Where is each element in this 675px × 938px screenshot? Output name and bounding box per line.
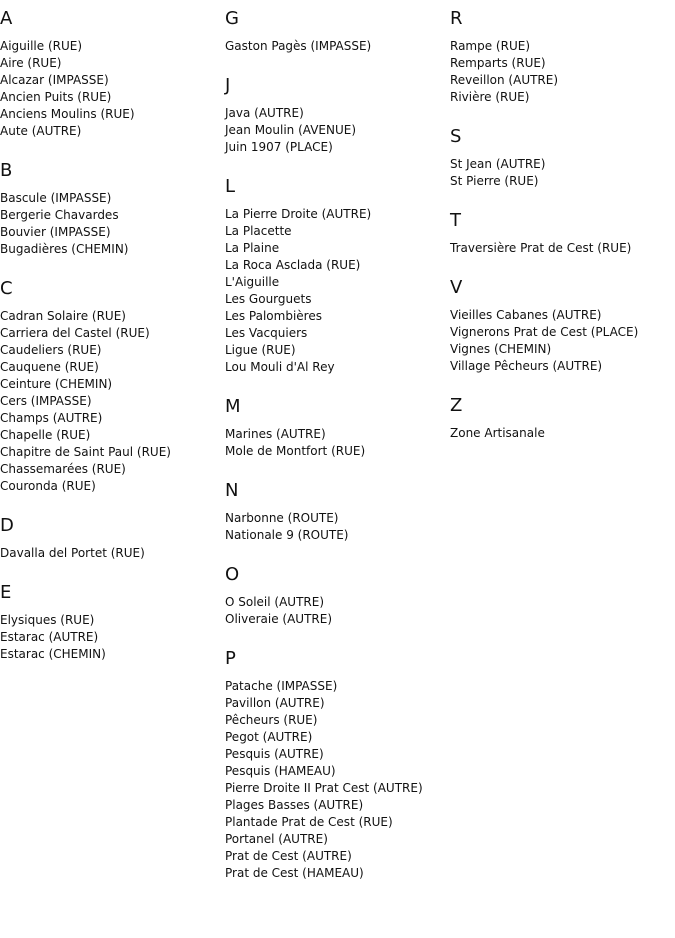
street-link[interactable]: Nationale 9 (ROUTE) — [225, 528, 349, 542]
section-heading-d: D — [0, 515, 14, 536]
street-link[interactable]: Vignes (CHEMIN) — [450, 342, 552, 356]
street-link[interactable]: St Jean (AUTRE) — [450, 157, 546, 171]
section-z — [450, 395, 670, 442]
street-link[interactable]: Les Vacquiers — [225, 326, 308, 340]
street-link[interactable]: Narbonne (ROUTE) — [225, 511, 339, 525]
section-l — [225, 176, 445, 376]
street-link[interactable]: Pierre Droite II Prat Cest (AUTRE) — [225, 781, 423, 795]
section-n — [225, 480, 445, 544]
street-link[interactable]: Vieilles Cabanes (AUTRE) — [450, 308, 602, 322]
street-link[interactable]: La Roca Asclada (RUE) — [225, 258, 361, 272]
street-link[interactable]: Lou Mouli d'Al Rey — [225, 360, 335, 374]
section-heading-a: A — [0, 8, 13, 29]
street-link[interactable]: O Soleil (AUTRE) — [225, 595, 325, 609]
street-link[interactable]: Rivière (RUE) — [450, 90, 530, 104]
street-link[interactable]: Aiguille (RUE) — [0, 39, 83, 53]
street-link[interactable]: Estarac (AUTRE) — [0, 630, 99, 644]
section-heading-p: P — [225, 648, 236, 669]
street-link[interactable]: La Plaine — [225, 241, 280, 255]
section-m — [225, 396, 445, 460]
section-heading-l: L — [225, 176, 236, 197]
street-link[interactable]: Chapitre de Saint Paul (RUE) — [0, 445, 171, 459]
section-p — [225, 648, 445, 882]
street-link[interactable]: St Pierre (RUE) — [450, 174, 539, 188]
street-link[interactable]: Pesquis (AUTRE) — [225, 747, 324, 761]
street-link[interactable]: Elysiques (RUE) — [0, 613, 95, 627]
street-link[interactable]: Patache (IMPASSE) — [225, 679, 338, 693]
section-heading-c: C — [0, 278, 13, 299]
street-link[interactable]: Couronda (RUE) — [0, 479, 96, 493]
street-link[interactable]: Aire (RUE) — [0, 56, 62, 70]
street-link[interactable]: Plantade Prat de Cest (RUE) — [225, 815, 393, 829]
section-heading-e: E — [0, 582, 12, 603]
street-link[interactable]: Remparts (RUE) — [450, 56, 546, 70]
street-link[interactable]: Portanel (AUTRE) — [225, 832, 328, 846]
section-j — [225, 75, 445, 156]
street-link[interactable]: La Pierre Droite (AUTRE) — [225, 207, 372, 221]
street-link[interactable]: La Placette — [225, 224, 292, 238]
section-d — [0, 515, 220, 562]
section-t — [450, 210, 670, 257]
section-heading-z: Z — [450, 395, 463, 416]
street-link[interactable]: Les Gourguets — [225, 292, 312, 306]
street-link[interactable]: Chassemarées (RUE) — [0, 462, 126, 476]
street-link[interactable]: Bascule (IMPASSE) — [0, 191, 112, 205]
street-link[interactable]: Java (AUTRE) — [225, 106, 304, 120]
street-link[interactable]: Reveillon (AUTRE) — [450, 73, 559, 87]
section-heading-b: B — [0, 160, 13, 181]
street-link[interactable]: Village Pêcheurs (AUTRE) — [450, 359, 603, 373]
section-g — [225, 8, 445, 55]
section-o — [225, 564, 445, 628]
street-link[interactable]: Vignerons Prat de Cest (PLACE) — [450, 325, 639, 339]
column-1 — [0, 8, 220, 683]
street-link[interactable]: Gaston Pagès (IMPASSE) — [225, 39, 372, 53]
street-link[interactable]: Cadran Solaire (RUE) — [0, 309, 126, 323]
section-heading-s: S — [450, 126, 462, 147]
street-link[interactable]: Pesquis (HAMEAU) — [225, 764, 336, 778]
street-link[interactable]: Rampe (RUE) — [450, 39, 530, 53]
section-r — [450, 8, 670, 106]
street-link[interactable]: Les Palombières — [225, 309, 322, 323]
street-link[interactable]: Anciens Moulins (RUE) — [0, 107, 135, 121]
section-heading-g: G — [225, 8, 239, 29]
street-link[interactable]: Prat de Cest (HAMEAU) — [225, 866, 364, 880]
section-heading-t: T — [450, 210, 461, 231]
street-link[interactable]: Jean Moulin (AVENUE) — [225, 123, 357, 137]
street-link[interactable]: L'Aiguille — [225, 275, 280, 289]
street-link[interactable]: Chapelle (RUE) — [0, 428, 91, 442]
street-link[interactable]: Ceinture (CHEMIN) — [0, 377, 113, 391]
section-e — [0, 582, 220, 663]
street-link[interactable]: Alcazar (IMPASSE) — [0, 73, 109, 87]
section-v — [450, 277, 670, 375]
street-link[interactable]: Pavillon (AUTRE) — [225, 696, 325, 710]
street-link[interactable]: Prat de Cest (AUTRE) — [225, 849, 352, 863]
section-s — [450, 126, 670, 190]
section-heading-m: M — [225, 396, 241, 417]
street-link[interactable]: Mole de Montfort (RUE) — [225, 444, 366, 458]
street-link[interactable]: Aute (AUTRE) — [0, 124, 82, 138]
street-link[interactable]: Ligue (RUE) — [225, 343, 296, 357]
street-link[interactable]: Estarac (CHEMIN) — [0, 647, 106, 661]
section-heading-j: J — [225, 75, 231, 96]
section-heading-r: R — [450, 8, 463, 29]
street-link[interactable]: Plages Basses (AUTRE) — [225, 798, 364, 812]
street-link[interactable]: Zone Artisanale — [450, 426, 545, 440]
street-link[interactable]: Cauquene (RUE) — [0, 360, 99, 374]
street-link[interactable]: Marines (AUTRE) — [225, 427, 326, 441]
street-link[interactable]: Pêcheurs (RUE) — [225, 713, 318, 727]
street-link[interactable]: Carriera del Castel (RUE) — [0, 326, 150, 340]
street-link[interactable]: Pegot (AUTRE) — [225, 730, 313, 744]
section-heading-o: O — [225, 564, 240, 585]
street-link[interactable]: Oliveraie (AUTRE) — [225, 612, 333, 626]
street-link[interactable]: Bergerie Chavardes — [0, 208, 119, 222]
street-link[interactable]: Traversière Prat de Cest (RUE) — [450, 241, 632, 255]
street-link[interactable]: Juin 1907 (PLACE) — [225, 140, 333, 154]
section-heading-v: V — [450, 277, 463, 298]
section-a — [0, 8, 220, 140]
street-link[interactable]: Caudeliers (RUE) — [0, 343, 102, 357]
section-c — [0, 278, 220, 495]
column-3 — [450, 8, 670, 462]
column-2 — [225, 8, 445, 902]
street-link[interactable]: Davalla del Portet (RUE) — [0, 546, 145, 560]
section-heading-n: N — [225, 480, 239, 501]
street-link[interactable]: Ancien Puits (RUE) — [0, 90, 112, 104]
street-link[interactable]: Bugadières (CHEMIN) — [0, 242, 129, 256]
section-b — [0, 160, 220, 258]
street-link[interactable]: Champs (AUTRE) — [0, 411, 103, 425]
street-link[interactable]: Bouvier (IMPASSE) — [0, 225, 111, 239]
street-link[interactable]: Cers (IMPASSE) — [0, 394, 92, 408]
